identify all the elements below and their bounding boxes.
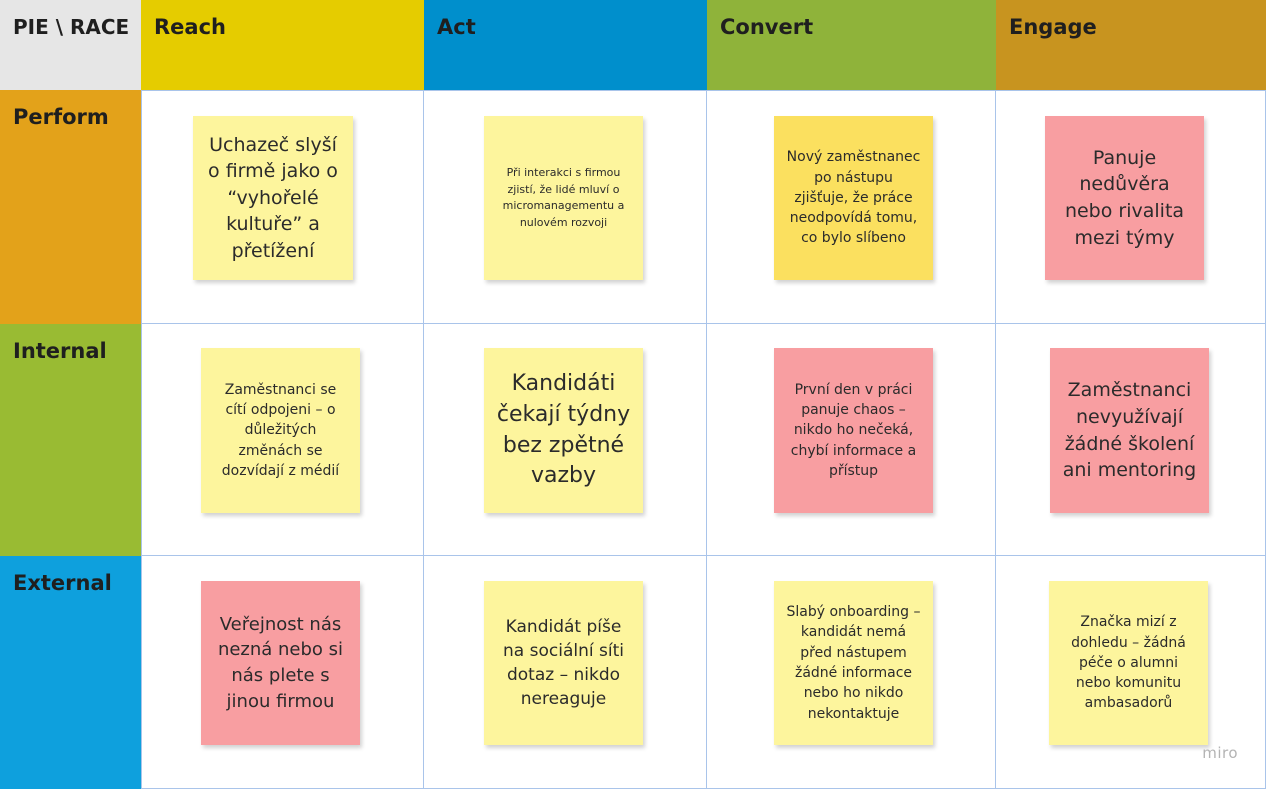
sticky-note-perform-act[interactable]: Při interakci s firmou zjistí, že lidé mluví o micromanagementu a nulovém rozvoji <box>484 116 643 280</box>
column-header-act[interactable]: Act <box>424 0 707 90</box>
sticky-note-perform-engage[interactable]: Panuje nedůvěra nebo rivalita mezi týmy <box>1045 116 1204 280</box>
column-header-reach[interactable]: Reach <box>141 0 424 90</box>
sticky-note-perform-reach[interactable]: Uchazeč slyší o firmě jako o “vyhořelé kultuře” a přetížení <box>193 116 353 280</box>
sticky-note-external-act[interactable]: Kandidát píše na sociální síti dotaz – nikdo nereaguje <box>484 581 643 745</box>
column-header-convert[interactable]: Convert <box>707 0 996 90</box>
row-header-perform[interactable]: Perform <box>0 90 141 324</box>
row-header-external[interactable]: External <box>0 556 141 789</box>
miro-watermark: miro <box>1202 744 1238 762</box>
sticky-note-external-engage[interactable]: Značka mizí z dohledu – žádná péče o alumni nebo komunitu ambasadorů <box>1049 581 1208 745</box>
sticky-note-internal-act[interactable]: Kandidáti čekají týdny bez zpětné vazby <box>484 348 643 513</box>
sticky-note-perform-convert[interactable]: Nový zaměstnanec po nástupu zjišťuje, že práce neodpovídá tomu, co bylo slíbeno <box>774 116 933 280</box>
sticky-note-internal-convert[interactable]: První den v práci panuje chaos – nikdo ho nečeká, chybí informace a přístup <box>774 348 933 513</box>
sticky-note-external-reach[interactable]: Veřejnost nás nezná nebo si nás plete s jinou firmou <box>201 581 360 745</box>
sticky-note-internal-reach[interactable]: Zaměstnanci se cítí odpojeni – o důležitých změnách se dozvídají z médií <box>201 348 360 513</box>
sticky-note-internal-engage[interactable]: Zaměstnanci nevyužívají žádné školení ani mentoring <box>1050 348 1209 513</box>
row-header-internal[interactable]: Internal <box>0 324 141 556</box>
corner-header: PIE \ RACE <box>0 0 141 90</box>
column-header-engage[interactable]: Engage <box>996 0 1266 90</box>
sticky-note-external-convert[interactable]: Slabý onboarding – kandidát nemá před nástupem žádné informace nebo ho nikdo nekontaktuje <box>774 581 933 745</box>
